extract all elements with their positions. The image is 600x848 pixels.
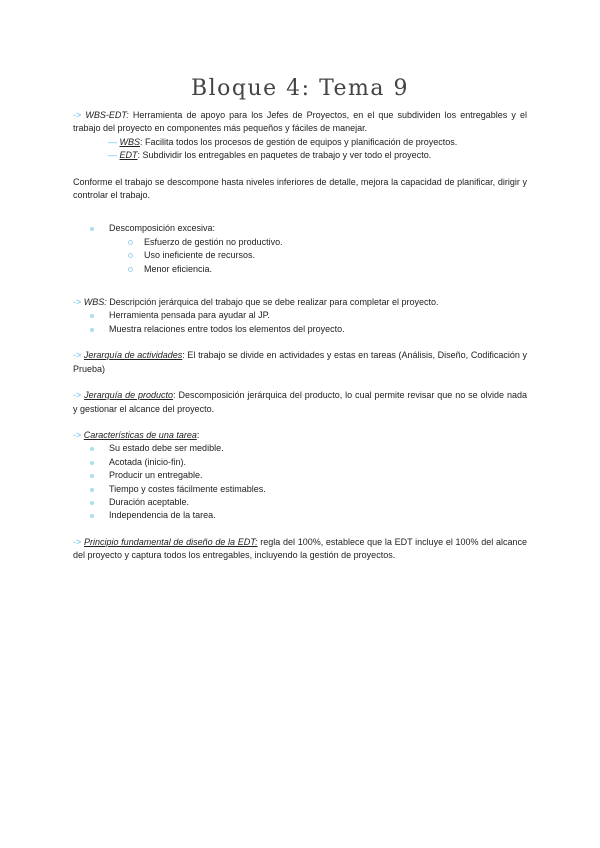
list-item: Descomposición excesiva: <box>73 222 527 235</box>
wbs-sub-line <box>73 136 527 149</box>
jerarquia-actividades-paragraph <box>73 349 527 376</box>
wbs-sub-text: : Facilita todos los procesos de gestión de equipos y planificación de proyectos. <box>140 136 458 147</box>
wbs-list <box>73 309 527 336</box>
wbs-edt-text: Herramienta de apoyo para los Jefes de Proyectos, en el que subdividen los entregables y el trabajo del proyecto en componentes más pequeños y fáciles de manejar. <box>73 110 527 134</box>
list-item: Independencia de la tarea. <box>73 509 527 522</box>
arrow-icon: -> <box>73 350 82 361</box>
principio-term: Principio fundamental de diseño de la EDT: <box>83 536 258 547</box>
jerarquia-producto-term: Jerarquía de producto <box>84 390 174 401</box>
wbs-sub-term: WBS <box>119 136 141 147</box>
conforme-paragraph: Conforme el trabajo se descompone hasta niveles inferiores de detalle, mejora la capacidad de planificar, dirigir y controlar el trabajo. <box>73 176 527 201</box>
caracteristicas-paragraph <box>73 429 527 442</box>
list-item: Producir un entregable. <box>73 469 527 482</box>
caracteristicas-term: Características de una tarea <box>83 429 197 440</box>
jerarquia-actividades-text: : El trabajo se divide en actividades y estas en tareas (Análisis, Diseño, Codificación y Prueba) <box>73 350 527 374</box>
list-item: Muestra relaciones entre todos los elementos del proyecto. <box>73 323 527 336</box>
list-item: Uso ineficiente de recursos. <box>73 249 527 262</box>
caracteristicas-list <box>73 442 527 522</box>
edt-sub-term: EDT <box>119 150 138 161</box>
principio-paragraph <box>73 536 527 563</box>
edt-sub-line <box>73 149 527 162</box>
wbs-edt-term: WBS-EDT: <box>85 110 129 120</box>
wbs-text: Descripción jerárquica del trabajo que se debe realizar para completar el proyecto. <box>106 297 439 308</box>
list-item: Esfuerzo de gestión no productivo. <box>73 236 527 249</box>
principio-text: regla del 100%, establece que la EDT incluye el 100% del alcance del proyecto y captura todos los entregables, incluyendo la gestión de proyectos. <box>73 536 527 561</box>
list-item: Acotada (inicio-fin). <box>73 456 527 469</box>
list-item: Tiempo y costes fácilmente estimables. <box>73 483 527 496</box>
list-item: Menor eficiencia. <box>73 263 527 276</box>
arrow-icon: -> <box>73 390 82 401</box>
arrow-icon: -> <box>73 536 82 547</box>
descomposicion-list <box>73 222 527 276</box>
wbs-paragraph <box>73 296 527 309</box>
arrow-icon: -> <box>73 429 82 440</box>
jerarquia-actividades-term: Jerarquía de actividades <box>83 350 183 361</box>
caracteristicas-colon: : <box>196 429 200 440</box>
jerarquia-producto-paragraph <box>73 389 527 416</box>
dash-icon: — <box>108 150 117 161</box>
list-item: Duración aceptable. <box>73 496 527 509</box>
arrow-icon: -> <box>73 110 82 120</box>
arrow-icon: -> <box>73 297 82 308</box>
dash-icon: — <box>108 136 117 147</box>
wbs-term: WBS: <box>83 297 107 308</box>
jerarquia-producto-text: : Descomposición jerárquica del producto, lo cual permite revisar que no se olvide nada y gestionar el alcance del proyecto. <box>73 390 527 414</box>
list-item: Su estado debe ser medible. <box>73 442 527 455</box>
edt-sub-text: : Subdividir los entregables en paquetes de trabajo y ver todo el proyecto. <box>137 150 432 161</box>
list-item: Herramienta pensada para ayudar al JP. <box>73 309 527 322</box>
page-title: Bloque 4: Tema 9 <box>190 76 410 101</box>
wbs-edt-paragraph <box>73 109 527 136</box>
